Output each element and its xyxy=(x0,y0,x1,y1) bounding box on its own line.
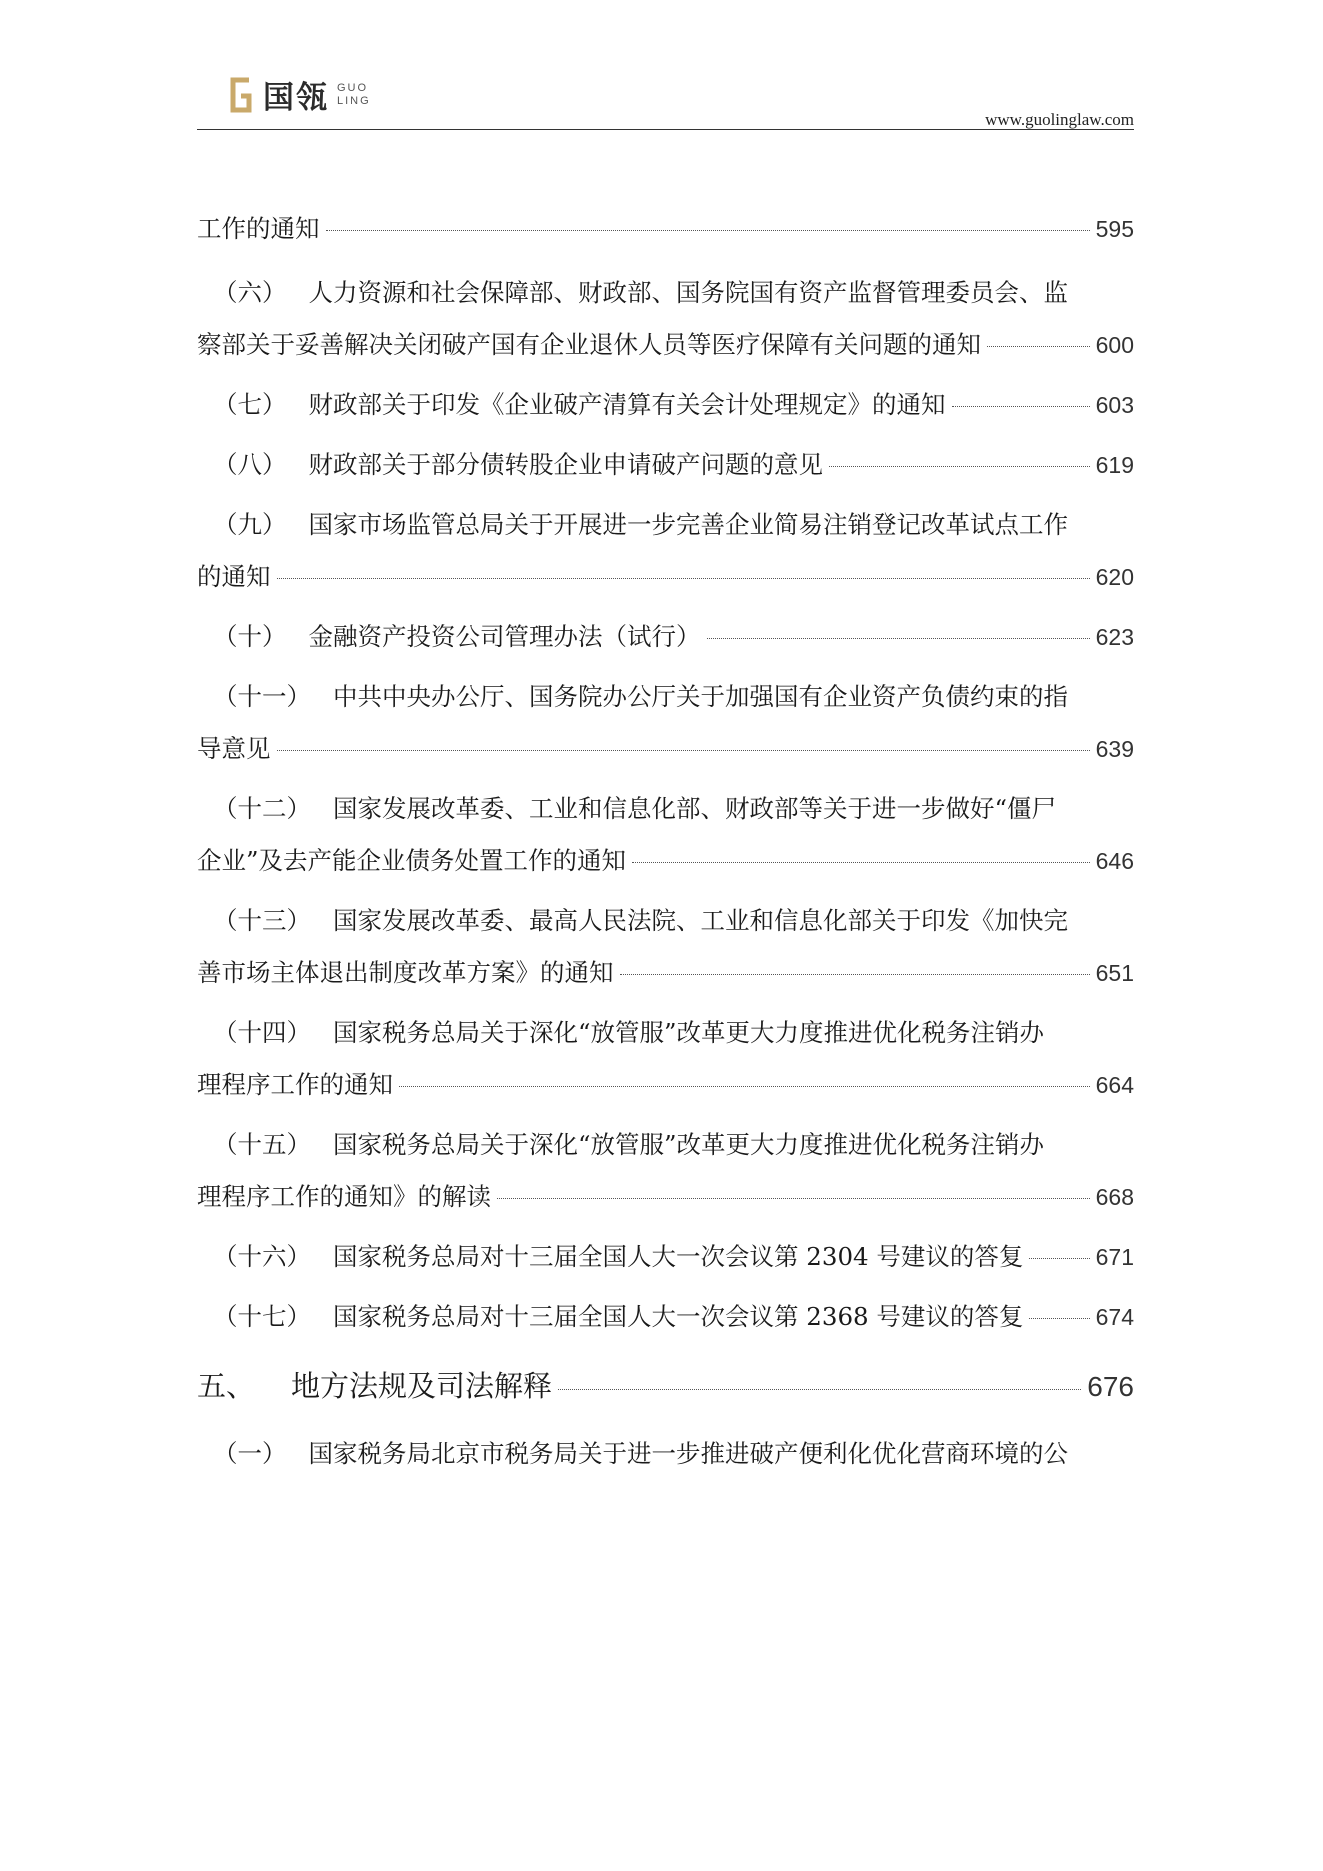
page-number: 674 xyxy=(1095,1304,1134,1330)
entry-number: （十） xyxy=(213,622,287,651)
entry-number: （十四） xyxy=(213,1018,311,1047)
page-number: 651 xyxy=(1095,960,1134,986)
section-number: 五、 xyxy=(197,1369,256,1403)
logo-chinese-text: 国瓴 xyxy=(263,80,329,116)
page-number: 595 xyxy=(1095,216,1134,242)
dot-leader xyxy=(497,1198,1090,1199)
entry-number: （十六） xyxy=(213,1242,311,1271)
toc-entry[interactable]: （八） 财政部关于部分债转股企业申请破产问题的意见 619 xyxy=(197,446,1134,484)
toc-entry[interactable]: （十六） 国家税务总局对十三届全国人大一次会议第 2304 号建议的答复 671 xyxy=(197,1238,1134,1276)
dot-leader xyxy=(1029,1318,1089,1319)
entry-number: （一） xyxy=(213,1439,287,1468)
dot-leader xyxy=(632,862,1090,863)
toc-entry[interactable]: （十一） 中共中央办公厅、国务院办公厅关于加强国有企业资产负债约束的指 导意见 639 xyxy=(197,678,1134,768)
toc-entry[interactable]: （一） 国家税务局北京市税务局关于进一步推进破产便利化优化营商环境的公 xyxy=(197,1435,1134,1473)
toc-entry[interactable]: （十） 金融资产投资公司管理办法（试行） 623 xyxy=(197,618,1134,656)
entry-number: （七） xyxy=(213,390,287,419)
page-number: 646 xyxy=(1095,848,1134,874)
dot-leader xyxy=(558,1389,1081,1390)
dot-leader xyxy=(1029,1258,1089,1259)
table-of-contents xyxy=(197,210,1134,1473)
toc-section-heading[interactable]: 五、 地方法规及司法解释 676 xyxy=(197,1366,1134,1407)
dot-leader xyxy=(277,750,1090,751)
site-url[interactable]: www.guolinglaw.com xyxy=(985,110,1134,129)
toc-entry[interactable]: （九） 国家市场监管总局关于开展进一步完善企业简易注销登记改革试点工作 的通知 620 xyxy=(197,506,1134,596)
entry-number: （八） xyxy=(213,450,287,479)
entry-number: （十二） xyxy=(213,794,311,823)
dot-leader xyxy=(952,406,1090,407)
page-number: 639 xyxy=(1095,736,1134,762)
page-number: 623 xyxy=(1095,624,1134,650)
toc-entry[interactable]: （十七） 国家税务总局对十三届全国人大一次会议第 2368 号建议的答复 674 xyxy=(197,1298,1134,1336)
logo-mark-icon xyxy=(227,74,253,116)
page-number: 620 xyxy=(1095,564,1134,590)
page-number: 676 xyxy=(1087,1371,1134,1402)
dot-leader xyxy=(829,466,1090,467)
entry-number: （十三） xyxy=(213,906,311,935)
entry-number: （六） xyxy=(213,278,287,307)
toc-entry[interactable]: （七） 财政部关于印发《企业破产清算有关会计处理规定》的通知 603 xyxy=(197,386,1134,424)
toc-entry[interactable]: （十五） 国家税务总局关于深化“放管服”改革更大力度推进优化税务注销办 理程序工作的通知》的解读 668 xyxy=(197,1126,1134,1216)
toc-entry[interactable]: 工作的通知 595 xyxy=(197,210,1134,248)
toc-entry[interactable]: （六） 人力资源和社会保障部、财政部、国务院国有资产监督管理委员会、监 察部关于妥善解决关闭破产国有企业退休人员等医疗保障有关问题的通知 600 xyxy=(197,274,1134,364)
page-number: 600 xyxy=(1095,332,1134,358)
dot-leader xyxy=(277,578,1090,579)
page-number: 619 xyxy=(1095,452,1134,478)
page-number: 664 xyxy=(1095,1072,1134,1098)
dot-leader xyxy=(620,974,1090,975)
header-divider xyxy=(197,129,1134,130)
dot-leader xyxy=(707,638,1090,639)
entry-number: （十七） xyxy=(213,1302,311,1331)
page-header xyxy=(197,66,1134,132)
entry-number: （十一） xyxy=(213,682,311,711)
entry-number: （九） xyxy=(213,510,287,539)
toc-entry[interactable]: （十四） 国家税务总局关于深化“放管服”改革更大力度推进优化税务注销办 理程序工作的通知 664 xyxy=(197,1014,1134,1104)
dot-leader xyxy=(326,230,1090,231)
toc-entry[interactable]: （十三） 国家发展改革委、最高人民法院、工业和信息化部关于印发《加快完 善市场主体退出制度改革方案》的通知 651 xyxy=(197,902,1134,992)
entry-number: （十五） xyxy=(213,1130,311,1159)
page-number: 668 xyxy=(1095,1184,1134,1210)
guoling-logo xyxy=(227,72,371,117)
dot-leader xyxy=(987,346,1090,347)
dot-leader xyxy=(399,1086,1090,1087)
page-number: 603 xyxy=(1095,392,1134,418)
logo-english-text: GUO LING xyxy=(337,81,371,107)
toc-entry[interactable]: （十二） 国家发展改革委、工业和信息化部、财政部等关于进一步做好“僵尸 企业”及去产能企业债务处置工作的通知 646 xyxy=(197,790,1134,880)
page-number: 671 xyxy=(1095,1244,1134,1270)
